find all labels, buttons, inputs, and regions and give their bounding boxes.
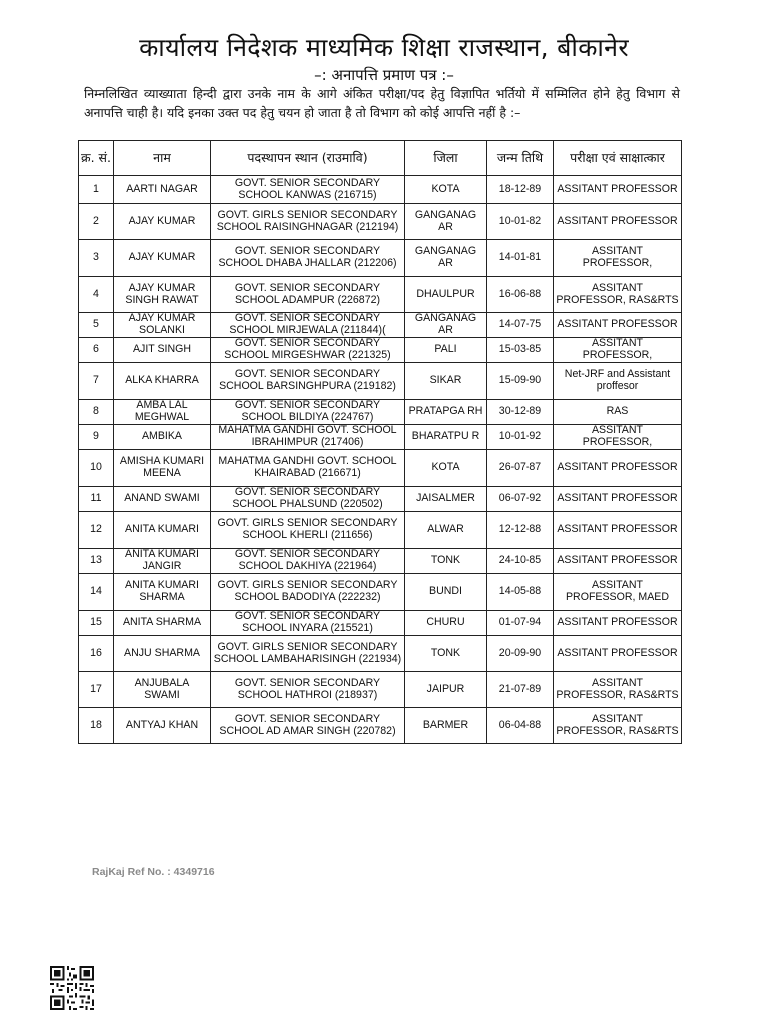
table-row [79, 363, 682, 400]
office-title: कार्यालय निदेशक माध्यमिक शिक्षा राजस्थान, बीकानेर [139, 33, 629, 62]
cell-district: BHARATPU R [405, 425, 487, 450]
cell-district: TONK [405, 636, 487, 672]
col-header-district: जिला [405, 141, 487, 176]
cell-name: ALKA KHARRA [114, 363, 211, 400]
cell-dob: 10-01-92 [487, 425, 554, 450]
cell-place: GOVT. GIRLS SENIOR SECONDARY SCHOOL BADODIYA (222232) [211, 574, 405, 611]
cell-place: GOVT. SENIOR SECONDARY SCHOOL AD AMAR SINGH (220782) [211, 708, 405, 744]
cell-exam: ASSITANT PROFESSOR, MAED [554, 574, 682, 611]
cell-place: MAHATMA GANDHI GOVT. SCHOOL IBRAHIMPUR (217406) [211, 425, 405, 450]
cell-district: GANGANAG AR [405, 240, 487, 277]
col-header-place: पदस्थापन स्थान (राउमावि) [211, 141, 405, 176]
cell-sno: 11 [79, 487, 114, 512]
cell-dob: 01-07-94 [487, 611, 554, 636]
cell-sno: 16 [79, 636, 114, 672]
table-row [79, 338, 682, 363]
cell-place: GOVT. SENIOR SECONDARY SCHOOL DAKHIYA (221964) [211, 549, 405, 574]
cell-exam: ASSITANT PROFESSOR, RAS&RTS [554, 277, 682, 313]
cell-place: GOVT. SENIOR SECONDARY SCHOOL KANWAS (216715) [211, 176, 405, 204]
cell-sno: 8 [79, 400, 114, 425]
cell-sno: 4 [79, 277, 114, 313]
table-row [79, 313, 682, 338]
cell-exam: ASSITANT PROFESSOR, [554, 425, 682, 450]
cell-district: JAIPUR [405, 672, 487, 708]
cell-exam: ASSITANT PROFESSOR [554, 450, 682, 487]
qr-code-icon [50, 966, 94, 1010]
cell-sno: 17 [79, 672, 114, 708]
cell-exam: Net-JRF and Assistant proffesor [554, 363, 682, 400]
certificate-subtitle: –: अनापत्ति प्रमाण पत्र :– [314, 66, 454, 84]
cell-name: AJAY KUMAR [114, 240, 211, 277]
table-row [79, 204, 682, 240]
cell-name: AMISHA KUMARI MEENA [114, 450, 211, 487]
cell-district: GANGANAG AR [405, 204, 487, 240]
cell-district: DHAULPUR [405, 277, 487, 313]
col-header-dob: जन्म तिथि [487, 141, 554, 176]
cell-name: AMBIKA [114, 425, 211, 450]
cell-place: GOVT. SENIOR SECONDARY SCHOOL BILDIYA (224767) [211, 400, 405, 425]
table-row [79, 277, 682, 313]
cell-district: KOTA [405, 176, 487, 204]
cell-dob: 06-07-92 [487, 487, 554, 512]
cell-exam: ASSITANT PROFESSOR [554, 176, 682, 204]
cell-place: GOVT. SENIOR SECONDARY SCHOOL PHALSUND (220502) [211, 487, 405, 512]
cell-sno: 1 [79, 176, 114, 204]
cell-district: JAISALMER [405, 487, 487, 512]
cell-name: ANITA KUMARI [114, 512, 211, 549]
cell-sno: 9 [79, 425, 114, 450]
cell-name: AJAY KUMAR [114, 204, 211, 240]
cell-dob: 24-10-85 [487, 549, 554, 574]
cell-name: AARTI NAGAR [114, 176, 211, 204]
cell-sno: 2 [79, 204, 114, 240]
cell-sno: 10 [79, 450, 114, 487]
cell-place: GOVT. GIRLS SENIOR SECONDARY SCHOOL RAISINGHNAGAR (212194) [211, 204, 405, 240]
cell-exam: ASSITANT PROFESSOR, [554, 240, 682, 277]
cell-place: GOVT. SENIOR SECONDARY SCHOOL DHABA JHALLAR (212206) [211, 240, 405, 277]
col-header-sno: क्र. सं. [79, 141, 114, 176]
cell-district: CHURU [405, 611, 487, 636]
cell-district: GANGANAG AR [405, 313, 487, 338]
cell-sno: 7 [79, 363, 114, 400]
rajkaj-ref-number: RajKaj Ref No. : 4349716 [92, 866, 215, 878]
table-row [79, 611, 682, 636]
cell-sno: 6 [79, 338, 114, 363]
cell-name: AJAY KUMAR SINGH RAWAT [114, 277, 211, 313]
cell-place: MAHATMA GANDHI GOVT. SCHOOL KHAIRABAD (216671) [211, 450, 405, 487]
cell-exam: ASSITANT PROFESSOR, RAS&RTS [554, 708, 682, 744]
cell-dob: 10-01-82 [487, 204, 554, 240]
cell-sno: 12 [79, 512, 114, 549]
cell-name: ANJUBALA SWAMI [114, 672, 211, 708]
cell-name: AJAY KUMAR SOLANKI [114, 313, 211, 338]
cell-district: ALWAR [405, 512, 487, 549]
table-row [79, 549, 682, 574]
cell-sno: 5 [79, 313, 114, 338]
table-row [79, 176, 682, 204]
cell-place: GOVT. GIRLS SENIOR SECONDARY SCHOOL KHERLI (211656) [211, 512, 405, 549]
table-row [79, 487, 682, 512]
cell-district: BUNDI [405, 574, 487, 611]
cell-dob: 14-05-88 [487, 574, 554, 611]
cell-place: GOVT. SENIOR SECONDARY SCHOOL MIRJEWALA (211844)( [211, 313, 405, 338]
cell-dob: 18-12-89 [487, 176, 554, 204]
cell-exam: ASSITANT PROFESSOR [554, 487, 682, 512]
cell-dob: 15-09-90 [487, 363, 554, 400]
cell-name: ANITA SHARMA [114, 611, 211, 636]
cell-place: GOVT. SENIOR SECONDARY SCHOOL ADAMPUR (226872) [211, 277, 405, 313]
cell-exam: ASSITANT PROFESSOR [554, 636, 682, 672]
cell-exam: ASSITANT PROFESSOR, RAS&RTS [554, 672, 682, 708]
cell-dob: 20-09-90 [487, 636, 554, 672]
cell-district: PRATAPGA RH [405, 400, 487, 425]
cell-dob: 12-12-88 [487, 512, 554, 549]
table-row [79, 512, 682, 549]
cell-sno: 18 [79, 708, 114, 744]
cell-name: ANITA KUMARI SHARMA [114, 574, 211, 611]
table-row [79, 425, 682, 450]
table-row [79, 400, 682, 425]
cell-place: GOVT. SENIOR SECONDARY SCHOOL HATHROI (218937) [211, 672, 405, 708]
cell-name: ANTYAJ KHAN [114, 708, 211, 744]
col-header-exam: परीक्षा एवं साक्षात्कार [554, 141, 682, 176]
cell-sno: 14 [79, 574, 114, 611]
table-header-row [79, 141, 682, 176]
cell-dob: 14-01-81 [487, 240, 554, 277]
cell-exam: ASSITANT PROFESSOR [554, 512, 682, 549]
cell-exam: RAS [554, 400, 682, 425]
cell-district: BARMER [405, 708, 487, 744]
table-row [79, 636, 682, 672]
cell-dob: 14-07-75 [487, 313, 554, 338]
cell-district: SIKAR [405, 363, 487, 400]
cell-name: ANJU SHARMA [114, 636, 211, 672]
cell-dob: 21-07-89 [487, 672, 554, 708]
cell-place: GOVT. SENIOR SECONDARY SCHOOL BARSINGHPURA (219182) [211, 363, 405, 400]
table-row [79, 708, 682, 744]
cell-dob: 16-06-88 [487, 277, 554, 313]
cell-dob: 30-12-89 [487, 400, 554, 425]
noc-table [78, 140, 682, 744]
cell-district: KOTA [405, 450, 487, 487]
cell-place: GOVT. GIRLS SENIOR SECONDARY SCHOOL LAMBAHARISINGH (221934) [211, 636, 405, 672]
cell-district: PALI [405, 338, 487, 363]
cell-sno: 13 [79, 549, 114, 574]
table-row [79, 574, 682, 611]
cell-dob: 26-07-87 [487, 450, 554, 487]
cell-exam: ASSITANT PROFESSOR, [554, 338, 682, 363]
cell-sno: 3 [79, 240, 114, 277]
cell-district: TONK [405, 549, 487, 574]
cell-place: GOVT. SENIOR SECONDARY SCHOOL MIRGESHWAR (221325) [211, 338, 405, 363]
cell-exam: ASSITANT PROFESSOR [554, 549, 682, 574]
cell-name: ANAND SWAMI [114, 487, 211, 512]
cell-dob: 06-04-88 [487, 708, 554, 744]
cell-name: AMBA LAL MEGHWAL [114, 400, 211, 425]
cell-exam: ASSITANT PROFESSOR [554, 611, 682, 636]
cell-dob: 15-03-85 [487, 338, 554, 363]
table-body [79, 176, 682, 744]
intro-paragraph: निम्नलिखित व्याख्याता हिन्दी द्वारा उनके नाम के आगे अंकित परीक्षा/पद हेतु विज्ञापित भर्तियो में सम्मिलित होने हेतु विभाग से अनापत्ति चाही है। यदि इनका उक्त पद हेतु चयन हो जाता है तो विभाग को कोई आपत्ति नहीं है :– [84, 86, 680, 120]
col-header-name: नाम [114, 141, 211, 176]
table-row [79, 240, 682, 277]
cell-place: GOVT. SENIOR SECONDARY SCHOOL INYARA (215521) [211, 611, 405, 636]
cell-exam: ASSITANT PROFESSOR [554, 204, 682, 240]
cell-name: AJIT SINGH [114, 338, 211, 363]
table-row [79, 672, 682, 708]
cell-exam: ASSITANT PROFESSOR [554, 313, 682, 338]
table-row [79, 450, 682, 487]
cell-name: ANITA KUMARI JANGIR [114, 549, 211, 574]
cell-sno: 15 [79, 611, 114, 636]
